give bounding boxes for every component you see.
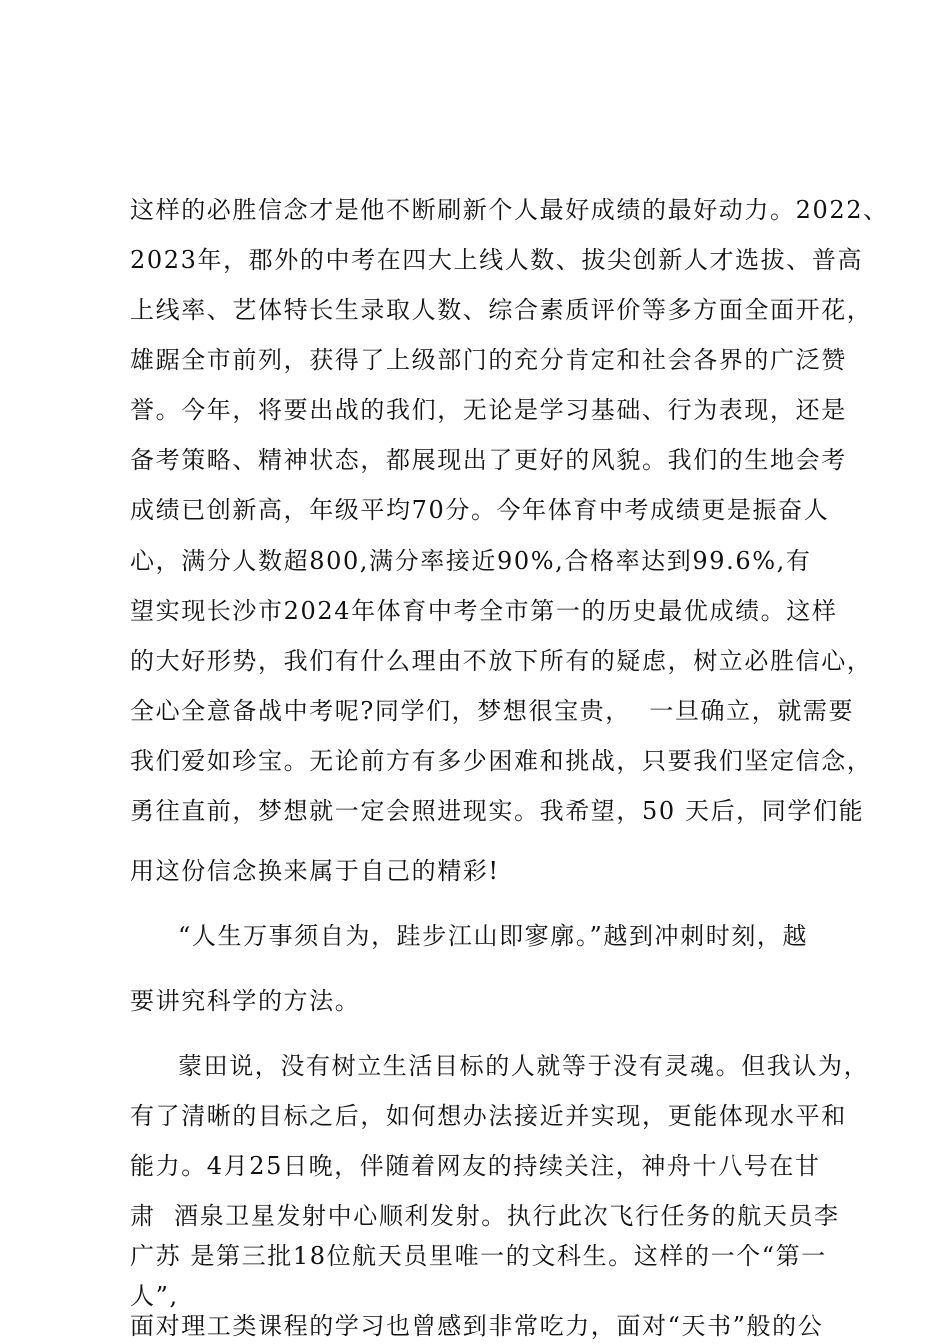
text-line: 心，满分人数超800,满分率接近90%,合格率达到99.6%,有	[130, 547, 812, 575]
text-line: 肃 酒泉卫星发射中心顺利发射。执行此次飞行任务的航天员李	[130, 1202, 840, 1230]
text-line: 誉。今年，将要出战的我们，无论是学习基础、行为表现，还是	[130, 396, 847, 424]
text-line: 上线率、艺体特长生录取人数、综合素质评价等多方面全面开花，	[130, 296, 873, 324]
text-line: 人”,	[130, 1282, 179, 1310]
text-line: 的大好形势，我们有什么理由不放下所有的疑虑，树立必胜信心，	[130, 647, 873, 675]
text-line: 广苏 是第三批18位航天员里唯一的文科生。这样的一个“第一	[130, 1242, 827, 1270]
text-line: 勇往直前，梦想就一定会照进现实。我希望，50 天后，同学们能	[130, 797, 865, 825]
text-line: 我们爱如珍宝。无论前方有多少困难和挑战，只要我们坚定信念，	[130, 747, 873, 775]
text-line: 要讲究科学的方法。	[130, 987, 361, 1015]
text-line: 用这份信念换来属于自己的精彩!	[130, 857, 500, 885]
text-line: 全心全意备战中考呢?同学们，梦想很宝贵， 一旦确立，就需要	[130, 697, 855, 725]
text-line: 雄踞全市前列，获得了上级部门的充分肯定和社会各界的广泛赞	[130, 346, 847, 374]
text-line: 望实现长沙市2024年体育中考全市第一的历史最优成绩。这样	[130, 597, 838, 625]
paragraph-start-line: “人生万事须自为，跬步江山即寥廓。”越到冲刺时刻，越	[178, 922, 809, 950]
text-line: 有了清晰的目标之后，如何想办法接近并实现，更能体现水平和	[130, 1102, 847, 1130]
text-line: 面对理工类课程的学习也曾感到非常吃力，面对“天书”般的公	[130, 1312, 824, 1340]
text-line: 能力。4月25日晚，伴随着网友的持续关注，神舟十八号在甘	[130, 1152, 821, 1180]
text-line: 备考策略、精神状态，都展现出了更好的风貌。我们的生地会考	[130, 446, 847, 474]
paragraph-start-line: 蒙田说，没有树立生活目标的人就等于没有灵魂。但我认为，	[178, 1052, 870, 1080]
text-line: 成绩已创新高，年级平均70分。今年体育中考成绩更是振奋人	[130, 496, 830, 524]
text-line: 2023年，郡外的中考在四大上线人数、拔尖创新人才选拔、普高	[130, 246, 864, 274]
text-line: 这样的必胜信念才是他不断刷新个人最好成绩的最好动力。2022、	[130, 196, 889, 224]
